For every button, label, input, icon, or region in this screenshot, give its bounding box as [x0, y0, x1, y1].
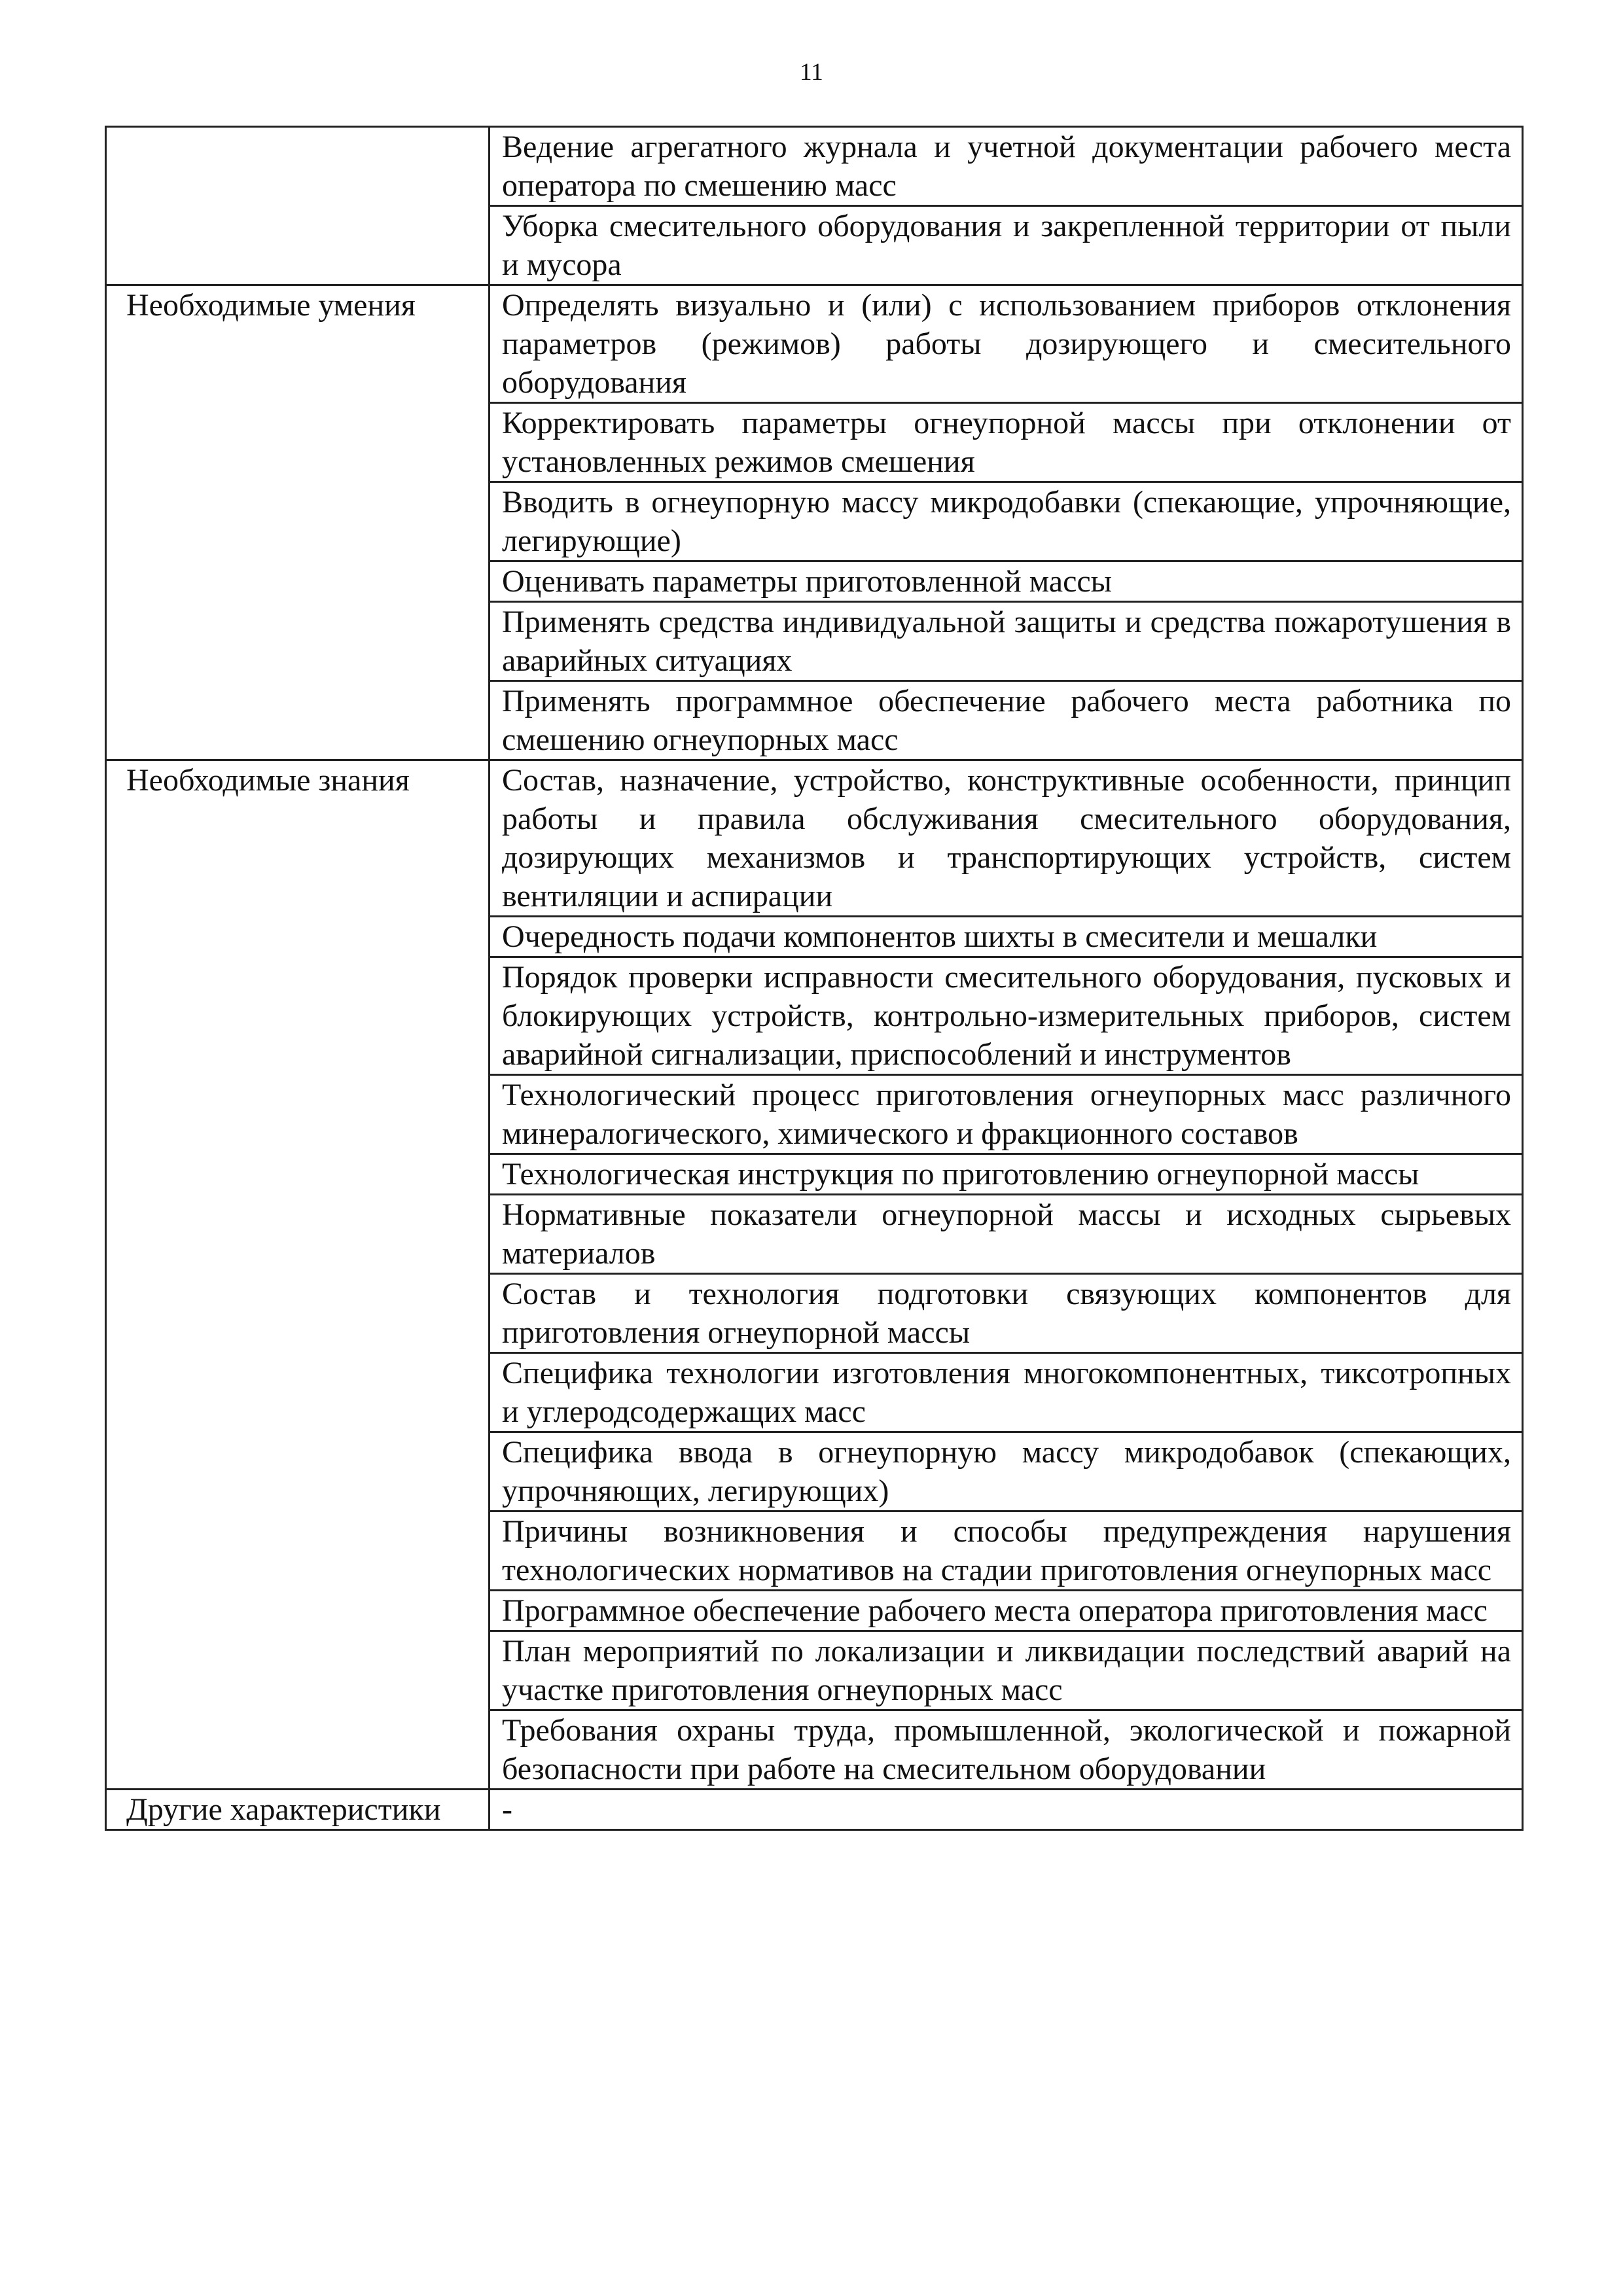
table-cell: Специфика ввода в огнеупорную массу микродобавок (спекающих, упрочняющих, легирующих) [490, 1432, 1523, 1511]
table-row [106, 760, 1523, 917]
knowledge-label: Необходимые знания [106, 760, 490, 1790]
table-cell: Применять программное обеспечение рабочего места работника по смешению огнеупорных масс [490, 681, 1523, 760]
table-cell: Оценивать параметры приготовленной массы [490, 561, 1523, 602]
continuation-label-cell [106, 127, 490, 285]
table-cell: Нормативные показатели огнеупорной массы и исходных сырьевых материалов [490, 1195, 1523, 1274]
table-row [106, 1790, 1523, 1830]
table-cell: Требования охраны труда, промышленной, экологической и пожарной безопасности при работе на смесительном оборудовании [490, 1710, 1523, 1790]
table-cell: Порядок проверки исправности смесительного оборудования, пусковых и блокирующих устройств, контрольно-измерительных приборов, систем аварийной сигнализации, приспособлений и инструментов [490, 957, 1523, 1075]
table-cell: Специфика технологии изготовления многокомпонентных, тиксотропных и углеродсодержащих масс [490, 1353, 1523, 1432]
table-cell: Состав, назначение, устройство, конструктивные особенности, принцип работы и правила обслуживания смесительного оборудования, дозирующих механизмов и транспортирующих устройств, систем вентиляции и аспирации [490, 760, 1523, 917]
table-cell: План мероприятий по локализации и ликвидации последствий аварий на участке приготовления огнеупорных масс [490, 1631, 1523, 1710]
table-cell: Причины возникновения и способы предупреждения нарушения технологических нормативов на стадии приготовления огнеупорных масс [490, 1511, 1523, 1591]
table-cell: Применять средства индивидуальной защиты и средства пожаротушения в аварийных ситуациях [490, 602, 1523, 681]
other-characteristics-label: Другие характеристики [106, 1790, 490, 1830]
table-cell: Технологическая инструкция по приготовлению огнеупорной массы [490, 1154, 1523, 1195]
table-cell: Состав и технология подготовки связующих компонентов для приготовления огнеупорной массы [490, 1274, 1523, 1353]
table-row [106, 285, 1523, 403]
requirements-table [105, 126, 1524, 1831]
table-cell: Программное обеспечение рабочего места оператора приготовления масс [490, 1591, 1523, 1631]
table-cell: - [490, 1790, 1523, 1830]
table-cell: Очередность подачи компонентов шихты в смесители и мешалки [490, 917, 1523, 957]
table-body [106, 127, 1523, 1830]
table-cell: Технологический процесс приготовления огнеупорных масс различного минералогического, химического и фракционного составов [490, 1075, 1523, 1154]
page-number: 11 [800, 59, 823, 86]
table-cell: Ведение агрегатного журнала и учетной документации рабочего места оператора по смешению масс [490, 127, 1523, 206]
table-cell: Уборка смесительного оборудования и закрепленной территории от пыли и мусора [490, 206, 1523, 285]
skills-label: Необходимые умения [106, 285, 490, 760]
table-cell: Корректировать параметры огнеупорной массы при отклонении от установленных режимов смешения [490, 403, 1523, 482]
table-cell: Определять визуально и (или) с использованием приборов отклонения параметров (режимов) работы дозирующего и смесительного оборудования [490, 285, 1523, 403]
table-row [106, 127, 1523, 206]
table-cell: Вводить в огнеупорную массу микродобавки (спекающие, упрочняющие, легирующие) [490, 482, 1523, 561]
